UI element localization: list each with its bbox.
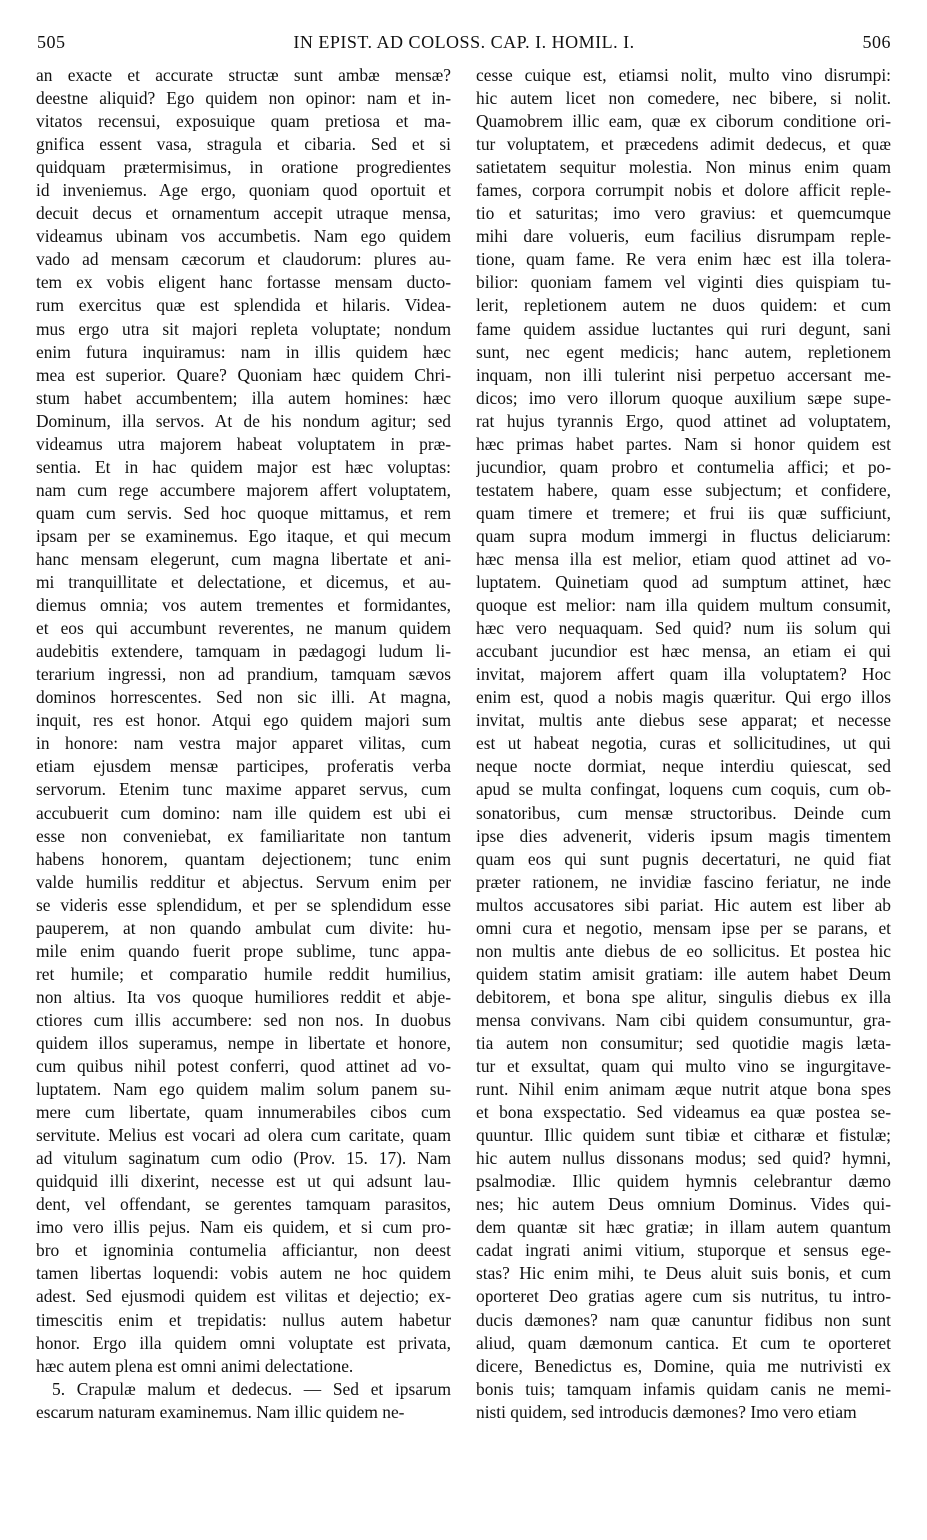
text-line: escarum naturam examinemus. Nam illic quidem ne-: [36, 1401, 405, 1422]
text-line: fame quidem assidue luctantes qui ruri degunt, sani: [476, 318, 891, 339]
text-line: luptatem. Quinetiam quod ad sumptum attinet, hæc: [476, 572, 891, 593]
text-line: omni cura et negotio, mensam ipse per se parans, et: [476, 917, 891, 938]
text-line: bilior: quoniam famem vel viginti dies quispiam tu-: [476, 272, 891, 293]
text-line: cadat ingrati animi vitium, stuporque et sensus ege-: [476, 1240, 891, 1261]
text-line: habens honorem, quantam dejectionem; tunc enim: [36, 848, 451, 869]
text-line: inquam, non illi tulerint nisi perpetuo accersant me-: [476, 364, 891, 385]
text-line: dicos; imo vero illorum quoque auxilium sæpe supe-: [476, 387, 891, 408]
text-line: in honore: nam vestra major apparet vilitas, cum: [36, 733, 451, 754]
text-line: et bona exspectatio. Sed videamus ea quæ postea se-: [476, 1102, 891, 1123]
text-line: luptatem. Nam ego quidem malim solum panem su-: [36, 1079, 451, 1100]
text-line: quidem statim amisit gratiam: ille autem habet Deum: [476, 963, 891, 984]
text-line: mi tranquillitate et delectatione, et dicemus, et au-: [36, 572, 451, 593]
text-line: servorum. Etenim tunc maxime apparet servus, cum: [36, 779, 451, 800]
text-line: ctiores cum illis accumbere: sed non nos. In duobus: [36, 1009, 451, 1030]
text-line: inquit, res est honor. Atqui ego quidem majori sum: [36, 710, 451, 731]
text-line: ret humile; et comparatio humile reddit humilius,: [36, 963, 451, 984]
text-line: stum habet accumbentem; illa autem homines: hæc: [36, 387, 451, 408]
text-line: est ut habeat negotia, curas et sollicitudines, ut qui: [476, 733, 891, 754]
text-line: audebitis extendere, tamquam in pædagogi ludum li-: [36, 641, 451, 662]
text-line: nam cum rege accumbere majorem affert voluptatem,: [36, 479, 451, 500]
text-line: an exacte et accurate structæ sunt ambæ mensæ?: [36, 65, 451, 85]
text-line: nisti quidem, sed introducis dæmones? Imo vero etiam: [476, 1401, 857, 1422]
text-line: quuntur. Illic quidem sunt tibiæ et citharæ et fistulæ;: [476, 1125, 891, 1146]
text-line: invitat, majorem affert quam illa voluptatem? Hoc: [476, 664, 891, 685]
text-line: non multis ante diebus de eo sollicitus. Et postea hic: [476, 940, 891, 961]
text-line: tio et saturitas; imo vero gravius: et quemcumque: [476, 203, 891, 224]
text-line: hic autem nullus dissonans modus; sed quid? hymni,: [476, 1148, 891, 1169]
text-line: rat hujus tyrannis Ergo, quod attinet ad voluptatem,: [476, 410, 891, 431]
text-line: invitat, multis ante diebus sese apparat; et necesse: [476, 710, 891, 731]
text-line: tem ex vobis eligent hanc fortasse mensam ducto-: [36, 272, 451, 293]
text-line: tia autem non consumitur; sed quotidie magis læta-: [476, 1032, 891, 1053]
left-text-column: [36, 64, 451, 1424]
text-line: quam cum servis. Sed hoc quoque mittamus, et rem: [36, 502, 451, 523]
text-line: ipse dies advenerit, videris ipsum magis timentem: [476, 825, 891, 846]
text-line: adest. Sed ejusmodi quidem est vilitas et dejectio; ex-: [36, 1286, 451, 1307]
text-line: quoque est melior: nam illa quidem multum consumit,: [476, 595, 891, 616]
text-line: videamus utra majorem habeat voluptatem in præ-: [36, 433, 451, 454]
text-line: mensa convivans. Nam cibi quidem consumuntur, gra-: [476, 1009, 891, 1030]
text-line: vado ad mensam cæcorum et claudorum: plures au-: [36, 249, 451, 270]
text-line: tur voluptatem, et præcedens adimit dedecus, et quæ: [476, 134, 891, 155]
text-line: jucundior, quam probro et contumelia affici; et po-: [476, 456, 891, 477]
text-line: hæc vero nequaquam. Sed quid? num iis solum qui: [476, 618, 891, 639]
text-line: Quamobrem illic eam, quæ ex ciborum conditione ori-: [476, 111, 891, 132]
text-line: dem quantæ sit hæc gratiæ; in illam autem quantum: [476, 1217, 891, 1238]
text-line: timescitis enim et trepidatis: nullus autem habetur: [36, 1309, 451, 1330]
text-line: lerit, repletionem autem ne duos quidem: et cum: [476, 295, 891, 316]
text-line: præter rationem, ne invidiæ fascino feriatur, ne inde: [476, 871, 891, 892]
text-line: vitatos recensui, exposuique quam pretiosa et ma-: [36, 111, 451, 132]
text-line: rum exercitus quæ est splendida et hilaris. Videa-: [36, 295, 451, 316]
text-line: valde humilis redditur et abjectus. Servum enim per: [36, 871, 451, 892]
text-line: tur et exsultat, quam qui multo vino se ingurgitave-: [476, 1056, 891, 1077]
text-line: accubant jucundior est hæc mensa, an etiam ei qui: [476, 641, 891, 662]
text-line: ipsam per se examinemus. Ego itaque, et qui mecum: [36, 525, 451, 546]
text-line: dent, vel offendant, se gerentes tamquam parasitos,: [36, 1194, 451, 1215]
text-line: dicere, Benedictus es, Domine, quia me nutrivisti ex: [476, 1355, 891, 1376]
text-line: terarium ingressi, non ad prandium, tamquam sævos: [36, 664, 451, 685]
right-text-column: [476, 64, 891, 1424]
text-line: tamen libertas loquendi: vobis autem ne hoc quidem: [36, 1263, 451, 1284]
text-line: runt. Nihil enim animam æque nutrit atque bona spes: [476, 1079, 891, 1100]
text-line: imo vero illis pejus. Nam eis quidem, et si cum pro-: [36, 1217, 451, 1238]
text-line: Dominum, illa servos. At de his nondum agitur; sed: [36, 410, 451, 431]
text-line: quidquam prætermisimus, in oratione progredientes: [36, 157, 451, 178]
text-line: ducis dæmones? nam quæ canuntur fidibus non sunt: [476, 1309, 891, 1330]
text-line: mea est superior. Quare? Quoniam hæc quidem Chri-: [36, 364, 451, 385]
left-page-number: 505: [37, 32, 66, 52]
text-line: cesse cuique est, etiamsi nolit, multo vino disrumpi:: [476, 65, 891, 85]
text-line: pauperem, at non quando ambulat cum divite: hu-: [36, 917, 451, 938]
text-line: psalmodiæ. Illic quidem hymnis celebrantur dæmo: [476, 1171, 891, 1192]
text-line: quidem illos superamus, nempe in libertate et honore,: [36, 1032, 451, 1053]
text-line: servitute. Melius est vocari ad olera cum caritate, quam: [36, 1125, 451, 1146]
text-line: hæc primas habet partes. Nam si honor quidem est: [476, 433, 891, 454]
text-line: quidquid illi dixerint, necesse est ut qui adsunt lau-: [36, 1171, 451, 1192]
text-line: gnifica essent vasa, stragula et cibaria. Sed et si: [36, 134, 451, 155]
text-line: et eos qui accumbunt reverentes, ne manum quidem: [36, 618, 451, 639]
text-line: fames, corpora corrumpit nobis et dolore afficit reple-: [476, 180, 891, 201]
running-header: [37, 32, 891, 58]
text-line: nes; hic autem Deus omnium Dominus. Vides qui-: [476, 1194, 891, 1215]
text-line: sentia. Et in hac quidem major est hæc voluptas:: [36, 456, 451, 477]
text-line: apud se multa confingat, loquens cum coquis, cum ob-: [476, 779, 891, 800]
text-line: quam supra modum immergi in fluctus deliciarum:: [476, 525, 891, 546]
text-line: honor. Ergo illa quidem omni voluptate est privata,: [36, 1332, 451, 1353]
text-line: hæc mensa illa est melior, etiam quod attinet ad vo-: [476, 548, 891, 569]
text-line: bonis tuis; tamquam infamis quidam canis ne memi-: [476, 1378, 891, 1399]
text-line: id inveniemus. Age ergo, quoniam quod oportuit et: [36, 180, 451, 201]
text-line: non altius. Ita vos quoque humiliores reddit et abje-: [36, 986, 451, 1007]
text-line: enim futura inquiramus: nam in illis quidem hæc: [36, 341, 451, 362]
text-line: hæc autem plena est omni animi delectatione.: [36, 1355, 354, 1376]
text-line: neque nocte dormiat, neque interdiu quiescat, sed: [476, 756, 891, 777]
right-page-number: 506: [862, 32, 891, 52]
text-line: cum quibus nihil potest conferri, quod attinet ad vo-: [36, 1056, 451, 1077]
text-line: mile enim quando fuerit prope sublime, tunc appa-: [36, 940, 451, 961]
text-line: decuit decus et ornamentum accepit utraque mensa,: [36, 203, 451, 224]
text-line: satietatem sequitur molestia. Non minus enim quam: [476, 157, 891, 178]
text-line: accubuerit cum domino: nam ille quidem est ubi ei: [36, 802, 451, 823]
text-line: sunt, nec egent medicis; hanc autem, repletionem: [476, 341, 891, 362]
text-line: multos accusatores sibi pariat. Hic autem est liber ab: [476, 894, 891, 915]
text-line: 5. Crapulæ malum et dedecus. — Sed et ipsarum: [52, 1378, 451, 1399]
text-line: hanc mensam elegerunt, cum magna libertate et ani-: [36, 548, 451, 569]
text-line: mus ergo utra sit majori repleta voluptate; nondum: [36, 318, 451, 339]
text-line: etiam ejusdem mensæ participes, proferatis verba: [36, 756, 451, 777]
text-line: debitorem, et bona spe alitur, singulis diebus ex illa: [476, 986, 891, 1007]
text-line: dominos horrescentes. Sed non sic illi. At magna,: [36, 687, 451, 708]
text-line: enim est, quod a nobis magis quæritur. Qui ergo illos: [476, 687, 891, 708]
text-line: se videris esse splendidum, et per se splendidum esse: [36, 894, 451, 915]
text-line: stas? Hic enim mihi, te Deus aluit suis bonis, et cum: [476, 1263, 891, 1284]
text-line: deestne aliquid? Ego quidem non opinor: nam et in-: [36, 88, 451, 109]
running-title: IN EPIST. AD COLOSS. CAP. I. HOMIL. I.: [293, 32, 635, 52]
text-line: quam eos qui sunt pugnis decertaturi, ne quid fiat: [476, 848, 891, 869]
text-line: esse non conveniebat, ex familiaritate non tantum: [36, 825, 451, 846]
text-line: sonatoribus, cum mensæ structoribus. Deinde cum: [476, 802, 891, 823]
text-line: oporteret Deo gratias agere cum sis nutritus, tu intro-: [476, 1286, 891, 1307]
text-line: ad vitulum saginatum cum odio (Prov. 15. 17). Nam: [36, 1148, 451, 1169]
text-line: bro et ignominia contumelia afficiantur, non deest: [36, 1240, 451, 1261]
text-line: testatem habere, quam esse subjectum; et confidere,: [476, 479, 891, 500]
text-line: mere cum libertate, quam innumerabiles cibos cum: [36, 1102, 451, 1123]
text-line: quam timere et tremere; et frui iis quæ sufficiunt,: [476, 502, 891, 523]
text-line: diemus omnia; vos autem trementes et formidantes,: [36, 595, 451, 616]
text-line: hic autem licet non comedere, nec bibere, si nolit.: [476, 88, 891, 109]
text-line: videamus ubinam vos accumbetis. Nam ego quidem: [36, 226, 451, 247]
text-line: mihi dare volueris, eum facilius disrumpam reple-: [476, 226, 891, 247]
text-line: tione, quam fame. Re vera enim hæc est illa tolera-: [476, 249, 891, 270]
text-line: aliud, quam dæmonum cantica. Et cum te oporteret: [476, 1332, 891, 1353]
